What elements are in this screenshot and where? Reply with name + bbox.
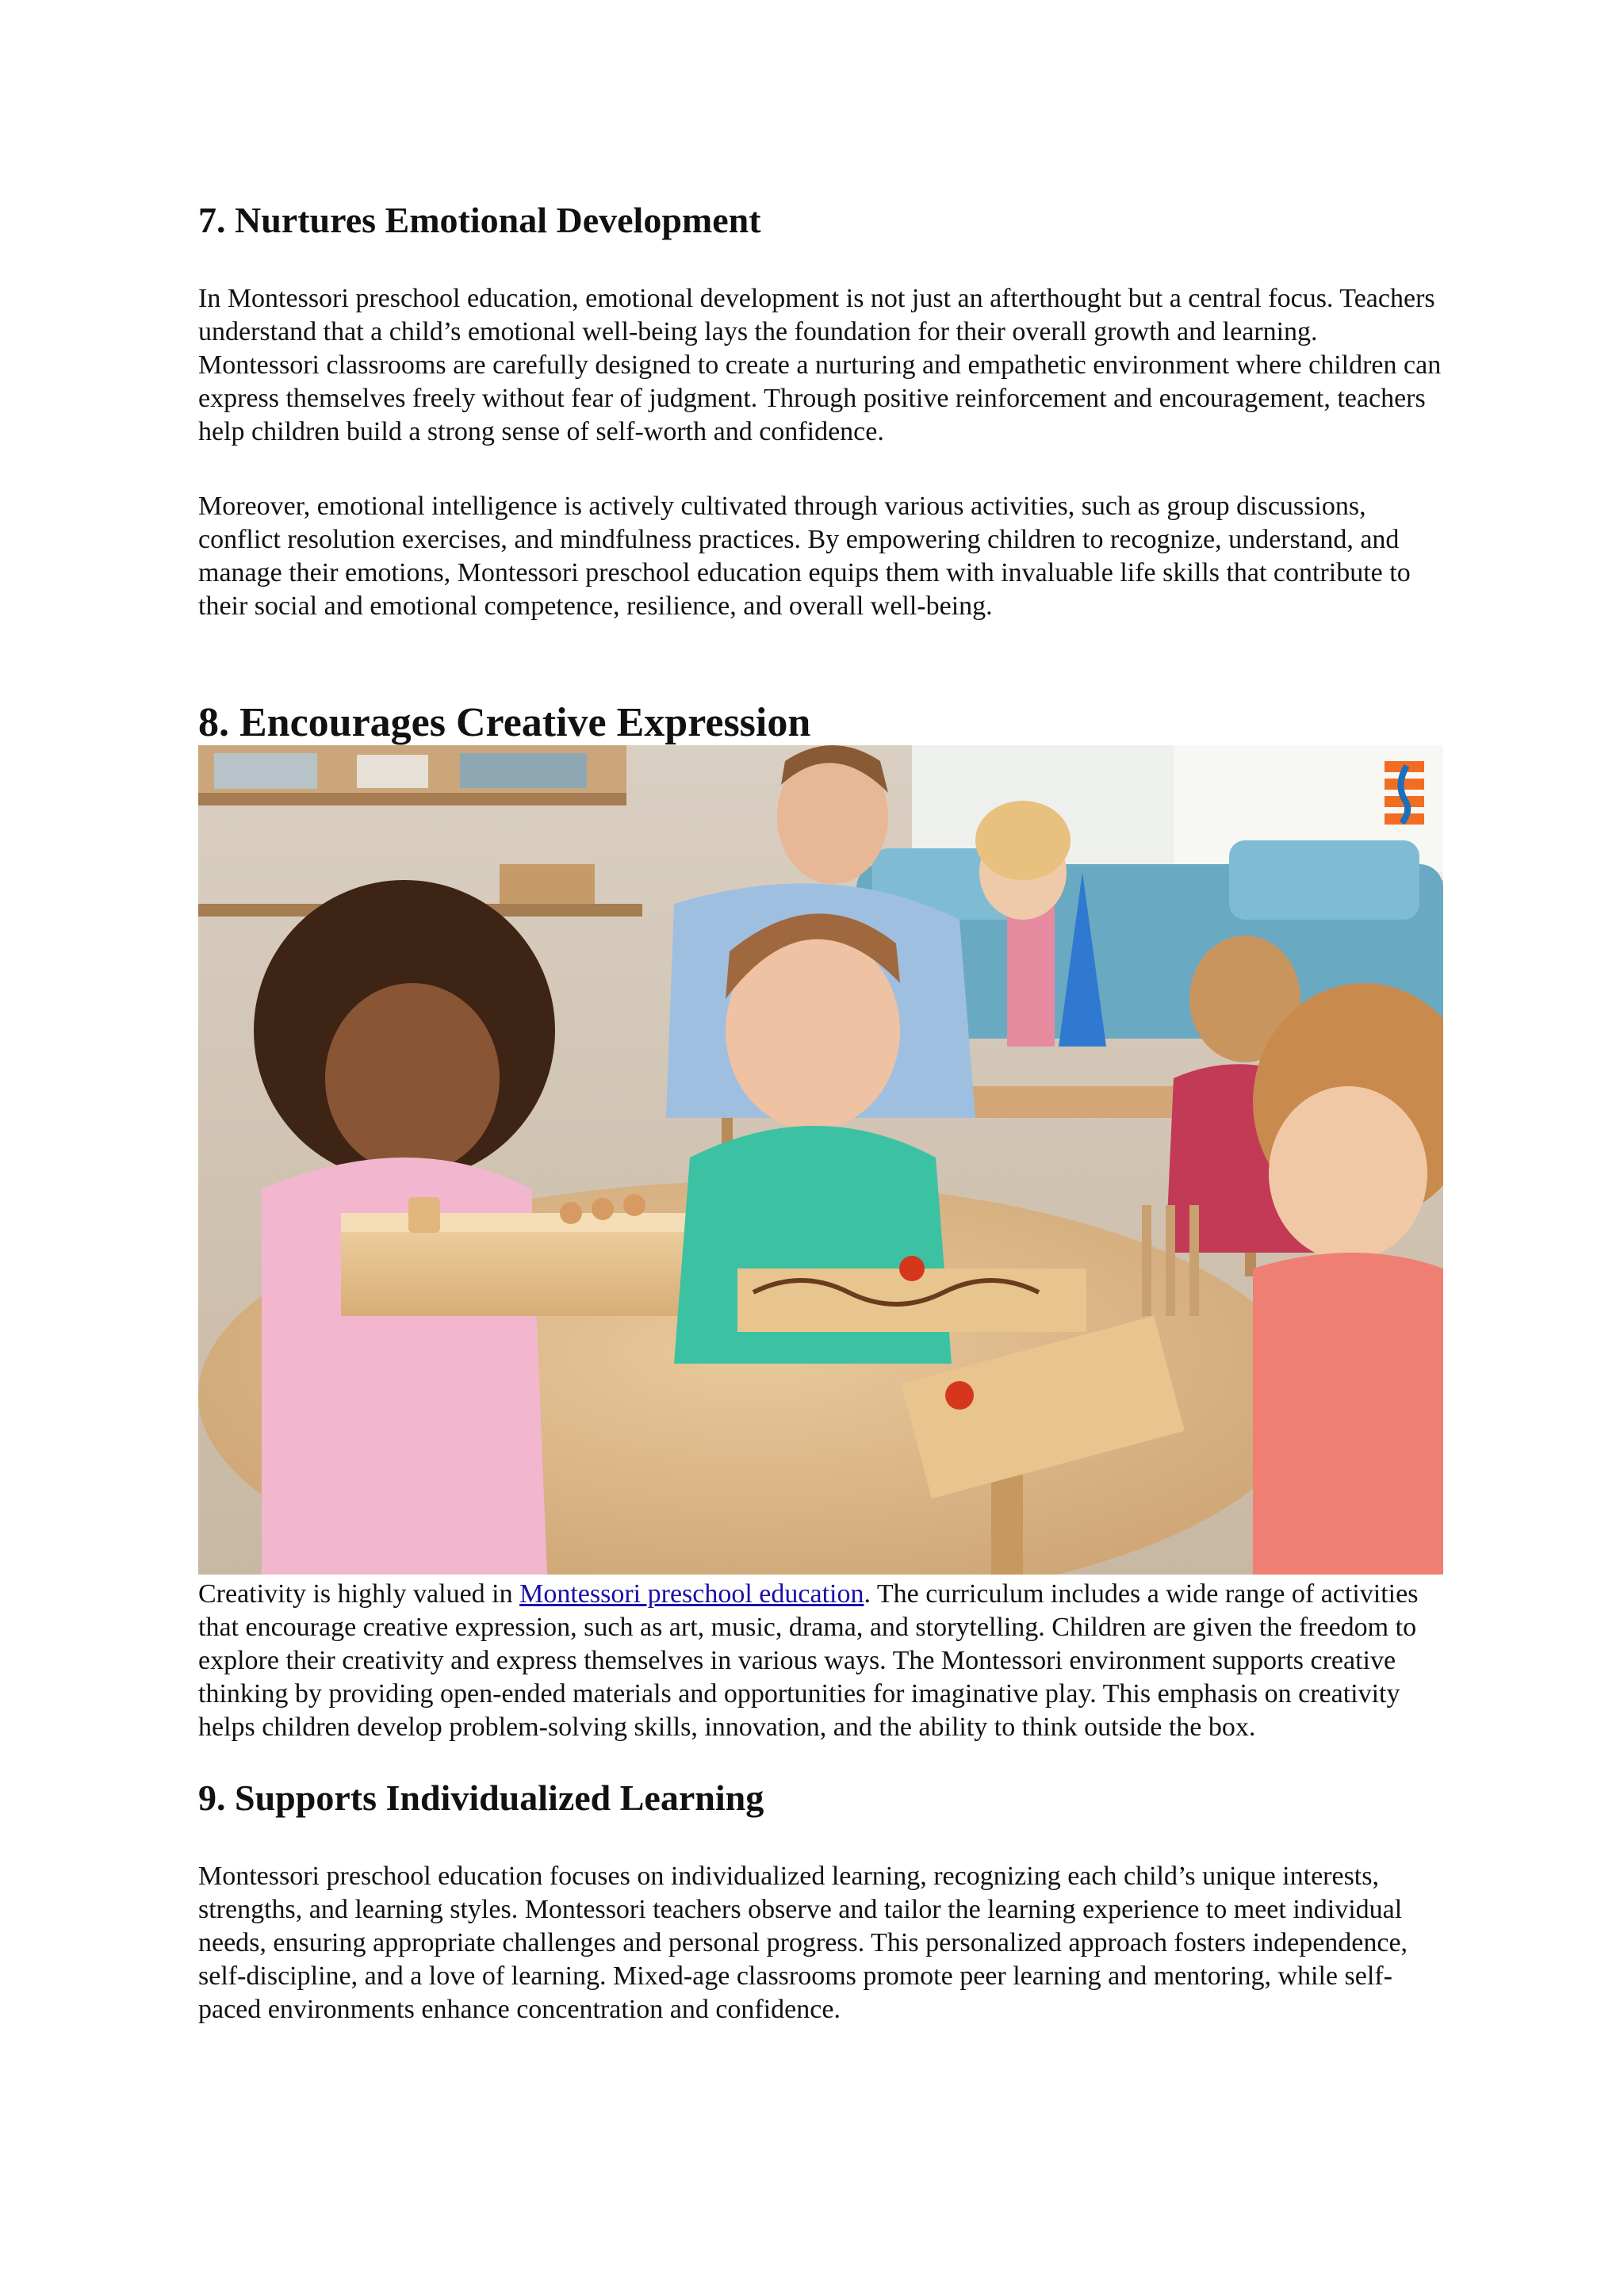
section-heading-emotional-development: 7. Nurtures Emotional Development <box>198 200 761 240</box>
section-8-text-before-link: Creativity is highly valued in <box>198 1579 520 1609</box>
section-7-paragraph-1: In Montessori preschool education, emotional development is not just an afterthought but a central focus. Teachers understand that a child’s emotional well-being lays the foundation for their overall growth and learning. Montessori classrooms are carefully designed to create a nurturing and empathetic environment where children can express themselves freely without fear of judgment. Through positive reinforcement and encouragement, teachers help children build a strong sense of self-worth and confidence. <box>198 284 1442 446</box>
section-9-paragraph: Montessori preschool education focuses on individualized learning, recognizing each child’s unique interests, strengths, and learning styles. Montessori teachers observe and tailor the learning experience to meet individual needs, ensuring appropriate challenges and personal progress. This personalized approach fosters independence, self-discipline, and a love of learning. Mixed-age classrooms promote peer learning and mentoring, while self-paced environments enhance concentration and confidence. <box>198 1862 1408 2024</box>
logo-icon <box>1385 761 1424 825</box>
section-7-paragraph-2: Moreover, emotional intelligence is actively cultivated through various activities, such as group discussions, conflict resolution exercises, and mindfulness practices. By empowering children to recognize, understand, and manage their emotions, Montessori preschool education equips them with invaluable life skills that contribute to their social and emotional competence, resilience, and overall well-being. <box>198 492 1411 621</box>
section-heading-creative-expression: 8. Encourages Creative Expression <box>198 700 811 745</box>
classroom-photo <box>198 745 1443 1575</box>
section-8-text-after-link: . The curriculum includes a wide range of activities that encourage creative expression, such as art, music, drama, and storytelling. Children are given the freedom to explore their creativity and express themselves in various ways. The Montessori environment supports creative thinking by providing open-ended materials and opportunities for imaginative play. This emphasis on creativity helps children develop problem-solving skills, innovation, and the ability to think outside the box. <box>198 1579 1419 1742</box>
montessori-education-link[interactable]: Montessori preschool education <box>519 1579 864 1609</box>
section-heading-individualized-learning: 9. Supports Individualized Learning <box>198 1777 764 1818</box>
section-8-paragraph <box>198 1578 1443 1744</box>
